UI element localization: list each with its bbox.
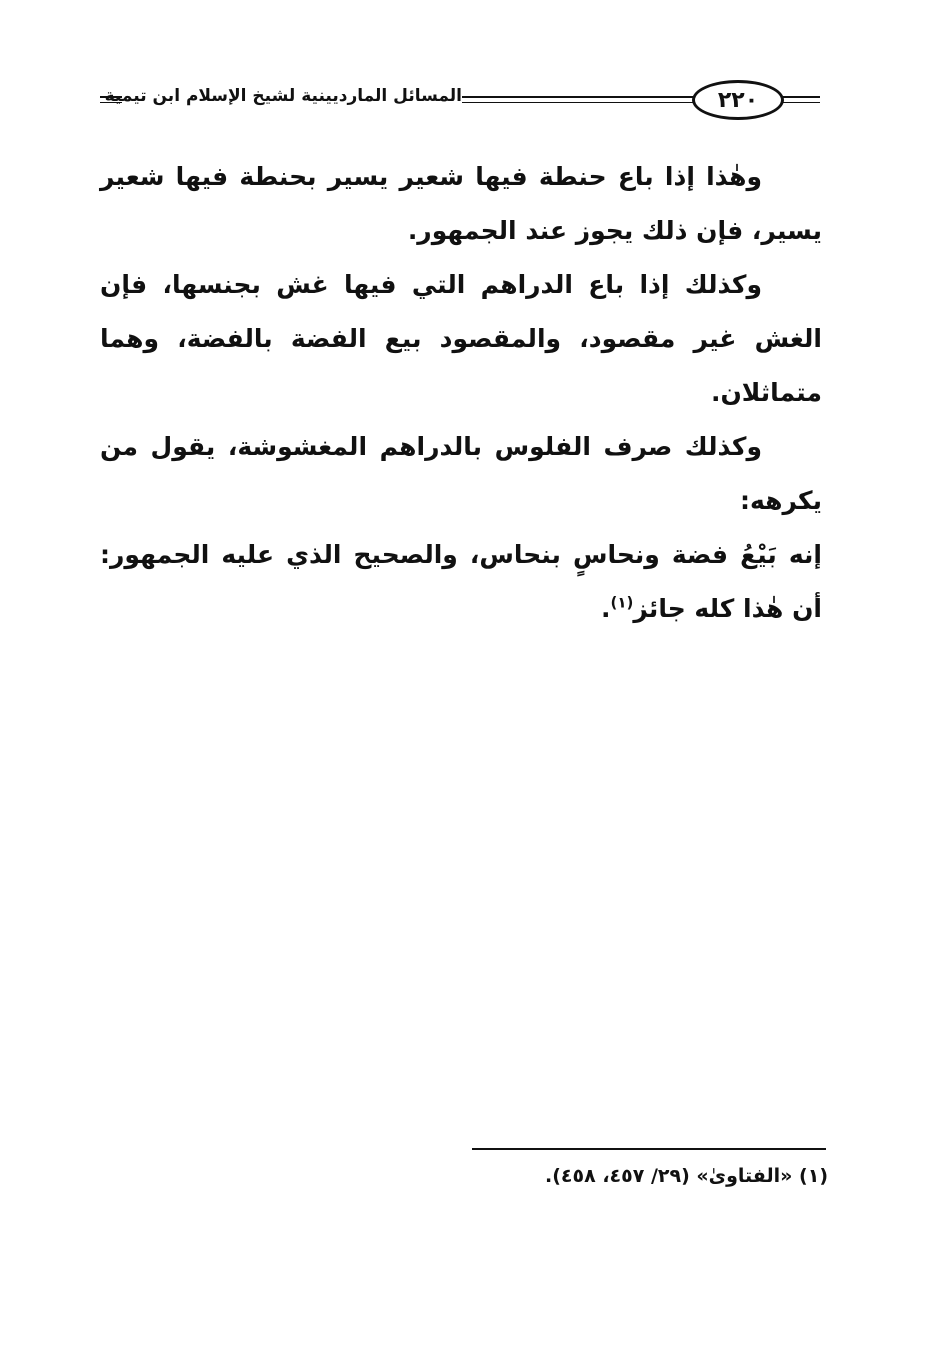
paragraph-4-text: إنه بَيْعُ فضة ونحاسٍ بنحاس، والصحيح الذي عليه الجمهور: أن هٰذا كله جائز: [100, 540, 822, 623]
paragraph-4: [100, 528, 822, 636]
paragraph-3: وكذلك صرف الفلوس بالدراهم المغشوشة، يقول من يكرهه:: [100, 432, 822, 515]
paragraph-1: وهٰذا إذا باع حنطة فيها شعير يسير بحنطة فيها شعير يسير، فإن ذلك يجوز عند الجمهور.: [100, 162, 822, 245]
paragraph-4-period: .: [601, 594, 611, 623]
footnote: (١) «الفتاوىٰ» (٢٩/ ٤٥٧، ٤٥٨).: [545, 1165, 828, 1187]
page-number: ٢٢٠: [692, 80, 784, 120]
running-title: المسائل المارديينية لشيخ الإسلام ابن تيمية: [104, 86, 462, 106]
page-header: [100, 74, 820, 128]
body-text: [100, 150, 822, 636]
footnote-separator: [472, 1148, 826, 1150]
paragraph-2: وكذلك إذا باع الدراهم التي فيها غش بجنسها، فإن الغش غير مقصود، والمقصود بيع الفضة بالفضة، وهما متماثلان.: [100, 270, 822, 407]
footnote-marker: (١): [610, 593, 634, 612]
